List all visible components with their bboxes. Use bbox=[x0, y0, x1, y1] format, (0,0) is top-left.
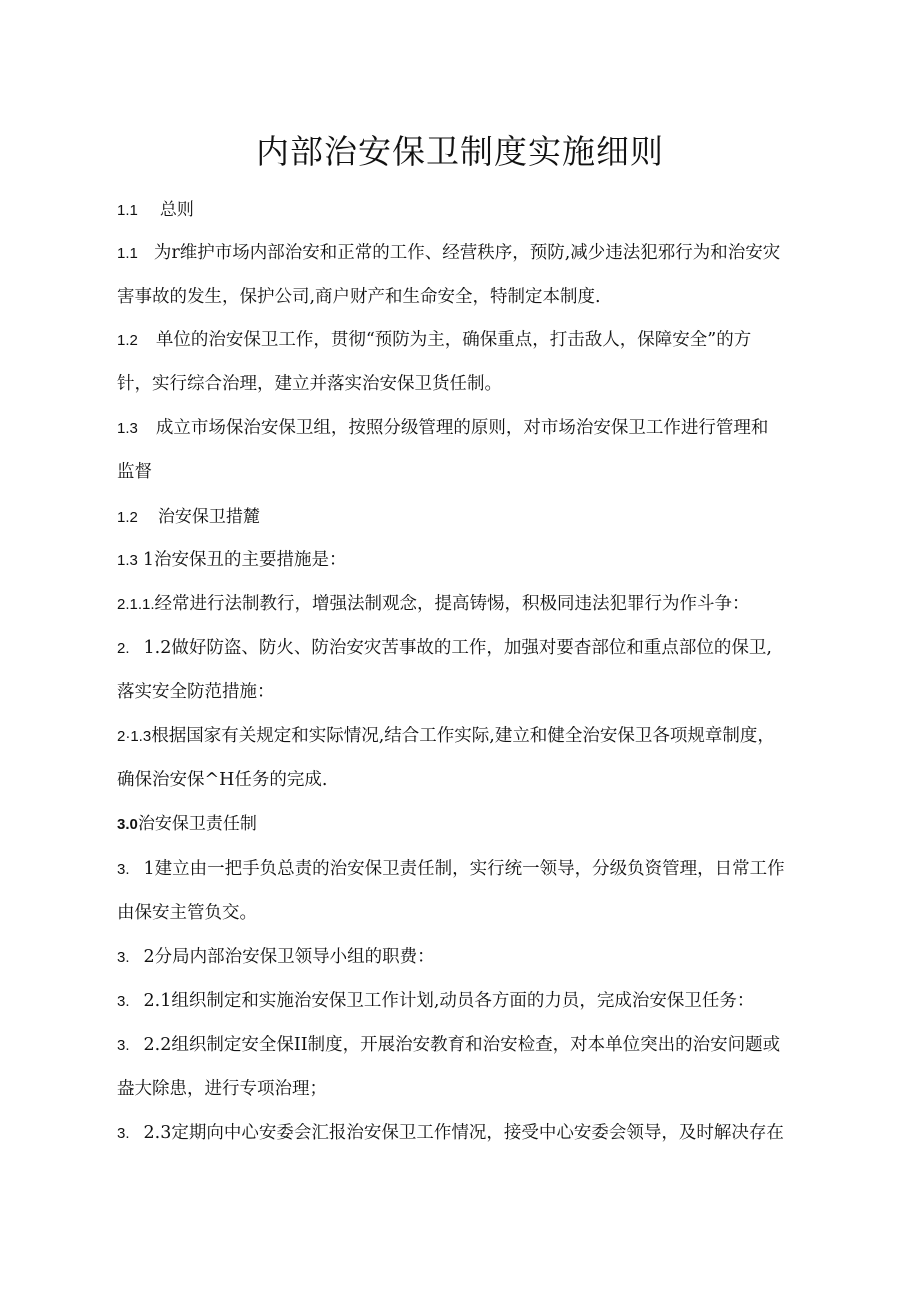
paragraph-line bbox=[117, 857, 817, 882]
clause-text: 为r维护市场内部治安和正常的工作、经营秩序，预防,减少违法犯邪行为和治安灾 bbox=[153, 243, 781, 263]
paragraph-line bbox=[117, 1077, 817, 1101]
paragraph-line bbox=[117, 460, 817, 484]
paragraph-line bbox=[117, 680, 817, 704]
paragraph-line bbox=[117, 989, 817, 1014]
paragraph-line bbox=[117, 636, 817, 661]
paragraph-line bbox=[117, 945, 817, 970]
clause-number: 3. bbox=[117, 949, 130, 966]
section-title: 总则 bbox=[159, 200, 194, 220]
paragraph-line bbox=[117, 548, 817, 573]
clause-text: 确保治安保^H任务的完成. bbox=[117, 770, 328, 790]
clause-text: 害事故的发生，保护公司,商户财产和生命安全，特制定本制度. bbox=[117, 287, 601, 307]
section-number: 1.1 bbox=[117, 202, 138, 219]
clause-text: 落实安全防范措施： bbox=[117, 682, 275, 702]
clause-number: 3. bbox=[117, 1125, 130, 1142]
clause-number: 1.1 bbox=[117, 245, 138, 262]
section-title: 治安保卫措麓 bbox=[157, 507, 260, 527]
clause-text: 根据国家有关规定和实际情况,结合工作实际,建立和健全治安保卫各项规章制度， bbox=[151, 726, 775, 746]
clause-text: 针，实行综合治理，建立并落实治安保卫货任制。 bbox=[117, 374, 502, 394]
section-number: 3.0 bbox=[117, 816, 138, 833]
paragraph-line bbox=[117, 1033, 817, 1058]
paragraph-line bbox=[117, 1121, 817, 1146]
clause-number: 2.1.1. bbox=[117, 596, 155, 613]
paragraph-line bbox=[117, 592, 817, 617]
clause-number: 2·1.3 bbox=[117, 728, 152, 745]
paragraph-line bbox=[117, 285, 817, 309]
clause-text: 2.2组织制定安全保II制度，开展治安教育和治安检查，对本单位突出的治安问题或 bbox=[143, 1035, 781, 1055]
paragraph-line bbox=[117, 724, 817, 749]
clause-text: 成立市场保治安保卫组，按照分级管理的原则，对市场治安保卫工作进行管理和 bbox=[155, 418, 769, 438]
clause-text: 2.1组织制定和实施治安保卫工作计划,动员各方面的力员，完成治安保卫任务： bbox=[143, 991, 755, 1011]
clause-text: 盎大除患，进行专项治理； bbox=[117, 1079, 327, 1099]
section-heading-measures bbox=[117, 505, 817, 530]
clause-number: 3. bbox=[117, 861, 130, 878]
paragraph-line bbox=[117, 372, 817, 396]
paragraph-line bbox=[117, 416, 817, 441]
clause-text: 2.3定期向中心安委会汇报治安保卫工作情况，接受中心安委会领导，及时解决存在 bbox=[143, 1123, 784, 1143]
paragraph-line bbox=[117, 768, 817, 792]
clause-number: 3. bbox=[117, 993, 130, 1010]
clause-number: 3. bbox=[117, 1037, 130, 1054]
clause-text: 1建立由一把手负总责的治安保卫责任制，实行统一领导，分级负资管理，日常工作 bbox=[143, 859, 785, 879]
clause-text: 监督 bbox=[117, 462, 152, 482]
section-heading-responsibility bbox=[117, 812, 817, 837]
clause-number: 2. bbox=[117, 640, 130, 657]
paragraph-line bbox=[117, 328, 817, 353]
clause-number: 1.3 bbox=[117, 420, 138, 437]
clause-text: 2分局内部治安保卫领导小组的职费： bbox=[143, 947, 435, 967]
clause-text: 经常进行法制教行，增强法制观念，提高铸惕，积极同违法犯罪行为作斗争： bbox=[154, 594, 750, 614]
clause-number: 1.2 bbox=[117, 332, 138, 349]
section-title: 治安保卫责任制 bbox=[137, 814, 257, 834]
clause-text: 由保安主管负交。 bbox=[117, 903, 257, 923]
document-title: 内部治安保卫制度实施细则 bbox=[256, 132, 664, 171]
paragraph-line bbox=[117, 901, 817, 925]
paragraph-line bbox=[117, 241, 817, 266]
clause-number: 1.3 bbox=[117, 552, 138, 569]
clause-text: 1治安保丑的主要措施是： bbox=[142, 550, 347, 570]
section-heading-general bbox=[117, 198, 817, 223]
section-number: 1.2 bbox=[117, 509, 138, 526]
clause-text: 单位的治安保卫工作，贯彻“预防为主，确保重点，打击敌人，保障安全”的方 bbox=[155, 330, 752, 350]
clause-text: 1.2做好防盗、防火、防治安灾苦事故的工作，加强对要杳部位和重点部位的保卫, bbox=[143, 638, 772, 658]
